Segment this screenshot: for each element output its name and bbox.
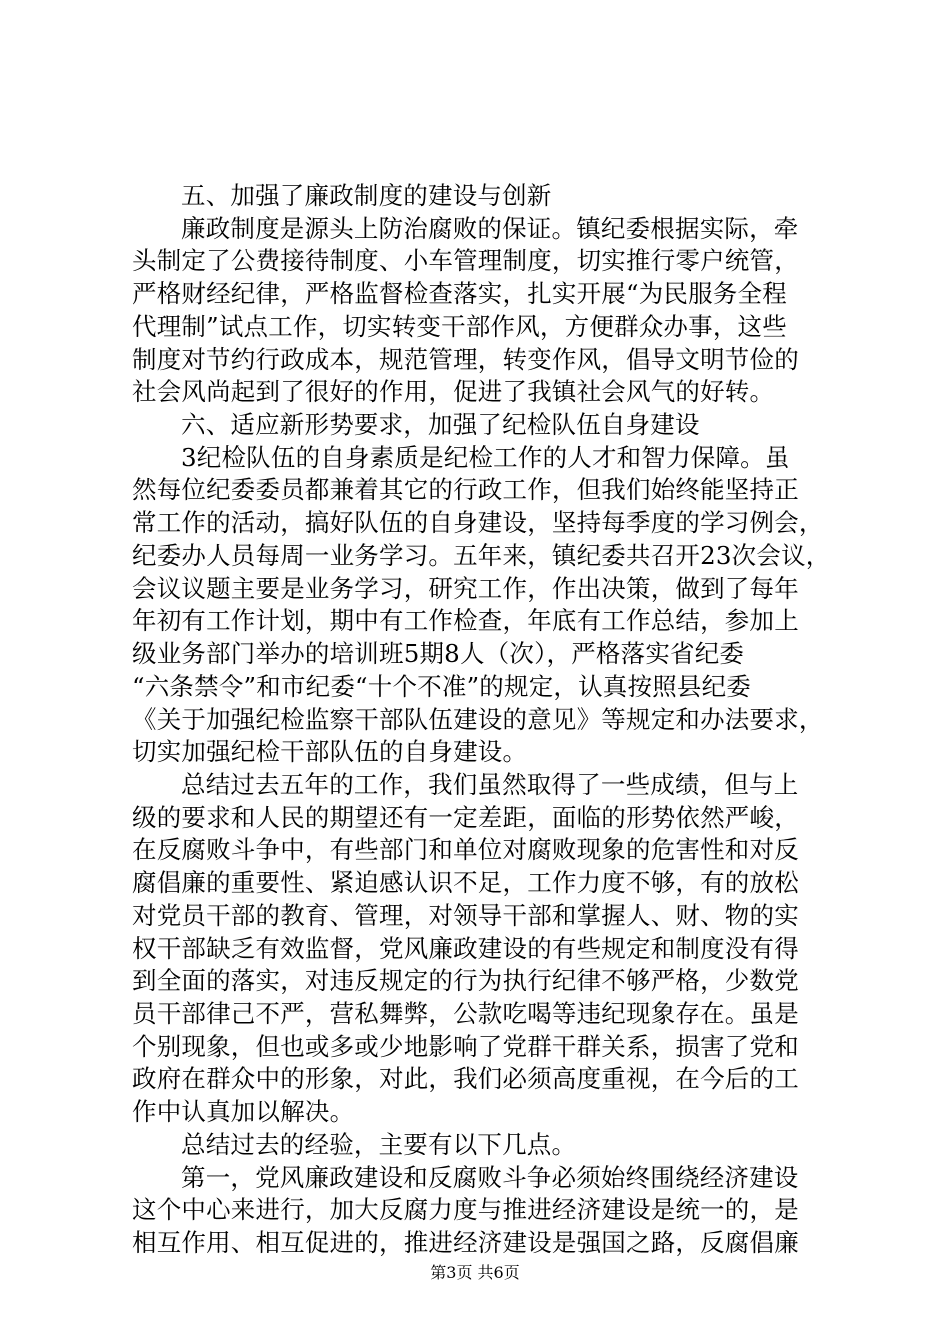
- paragraph-line: 政府在群众中的形象，对此，我们必须高度重视，在今后的工: [132, 1064, 799, 1093]
- paragraph-line: 权干部缺乏有效监督，党风廉政建设的有些规定和制度没有得: [132, 934, 799, 963]
- paragraph-line: 《关于加强纪检监察干部队伍建设的意见》等规定和办法要求，: [132, 705, 824, 734]
- paragraph-line: 第一，党风廉政建设和反腐败斗争必须始终围绕经济建设: [181, 1163, 799, 1192]
- paragraph-line: 纪委办人员每周一业务学习。五年来，镇纪委共召开23次会议，: [132, 541, 831, 570]
- paragraph-line: 总结过去的经验，主要有以下几点。: [181, 1130, 577, 1159]
- paragraph-line: 头制定了公费接待制度、小车管理制度，切实推行零户统管，: [132, 246, 799, 275]
- paragraph-line: 常工作的活动，搞好队伍的自身建设，坚持每季度的学习例会，: [132, 508, 824, 537]
- paragraph-line: 制度对节约行政成本，规范管理，转变作风，倡导文明节俭的: [132, 345, 799, 374]
- paragraph-line: 级业务部门举办的培训班5期8人（次），严格落实省纪委: [132, 639, 745, 668]
- paragraph-line: 社会风尚起到了很好的作用，促进了我镇社会风气的好转。: [132, 377, 775, 406]
- paragraph-line: 到全面的落实，对违反规定的行为执行纪律不够严格，少数党: [132, 966, 799, 995]
- paragraph-line: 腐倡廉的重要性、紧迫感认识不足，工作力度不够，有的放松: [132, 868, 799, 897]
- paragraph-line: 相互作用、相互促进的，推进经济建设是强国之路，反腐倡廉: [132, 1228, 799, 1257]
- paragraph-line: 廉政制度是源头上防治腐败的保证。镇纪委根据实际，牵: [181, 214, 799, 243]
- section-heading-five: 五、加强了廉政制度的建设与创新: [181, 181, 552, 210]
- paragraph-line: 员干部律己不严，营私舞弊，公款吃喝等违纪现象存在。虽是: [132, 999, 799, 1028]
- paragraph-line: 代理制”试点工作，切实转变干部作风，方便群众办事，这些: [132, 312, 787, 341]
- paragraph-line: “六条禁令”和市纪委“十个不准”的规定，认真按照县纪委: [132, 672, 751, 701]
- paragraph-line: 总结过去五年的工作，我们虽然取得了一些成绩，但与上: [181, 770, 799, 799]
- paragraph-line: 这个中心来进行，加大反腐力度与推进经济建设是统一的，是: [132, 1195, 799, 1224]
- paragraph-line: 级的要求和人民的期望还有一定差距，面临的形势依然严峻，: [132, 803, 799, 832]
- paragraph-line: 会议议题主要是业务学习，研究工作，作出决策，做到了每年: [132, 574, 799, 603]
- paragraph-line: 然每位纪委委员都兼着其它的行政工作，但我们始终能坚持正: [132, 475, 799, 504]
- section-heading-six: 六、适应新形势要求，加强了纪检队伍自身建设: [181, 410, 700, 439]
- paragraph-line: 对党员干部的教育、管理，对领导干部和掌握人、财、物的实: [132, 901, 799, 930]
- paragraph-line: 个别现象，但也或多或少地影响了党群干群关系，损害了党和: [132, 1032, 799, 1061]
- paragraph-line: 年初有工作计划，期中有工作检查，年底有工作总结，参加上: [132, 606, 799, 635]
- paragraph-line: 3纪检队伍的自身素质是纪检工作的人才和智力保障。虽: [181, 443, 790, 472]
- paragraph-line: 作中认真加以解决。: [132, 1097, 355, 1126]
- paragraph-line: 切实加强纪检干部队伍的自身建设。: [132, 737, 528, 766]
- paragraph-line: 严格财经纪律，严格监督检查落实，扎实开展“为民服务全程: [132, 279, 787, 308]
- page-footer: 第3页 共6页: [430, 1263, 520, 1282]
- paragraph-line: 在反腐败斗争中，有些部门和单位对腐败现象的危害性和对反: [132, 835, 799, 864]
